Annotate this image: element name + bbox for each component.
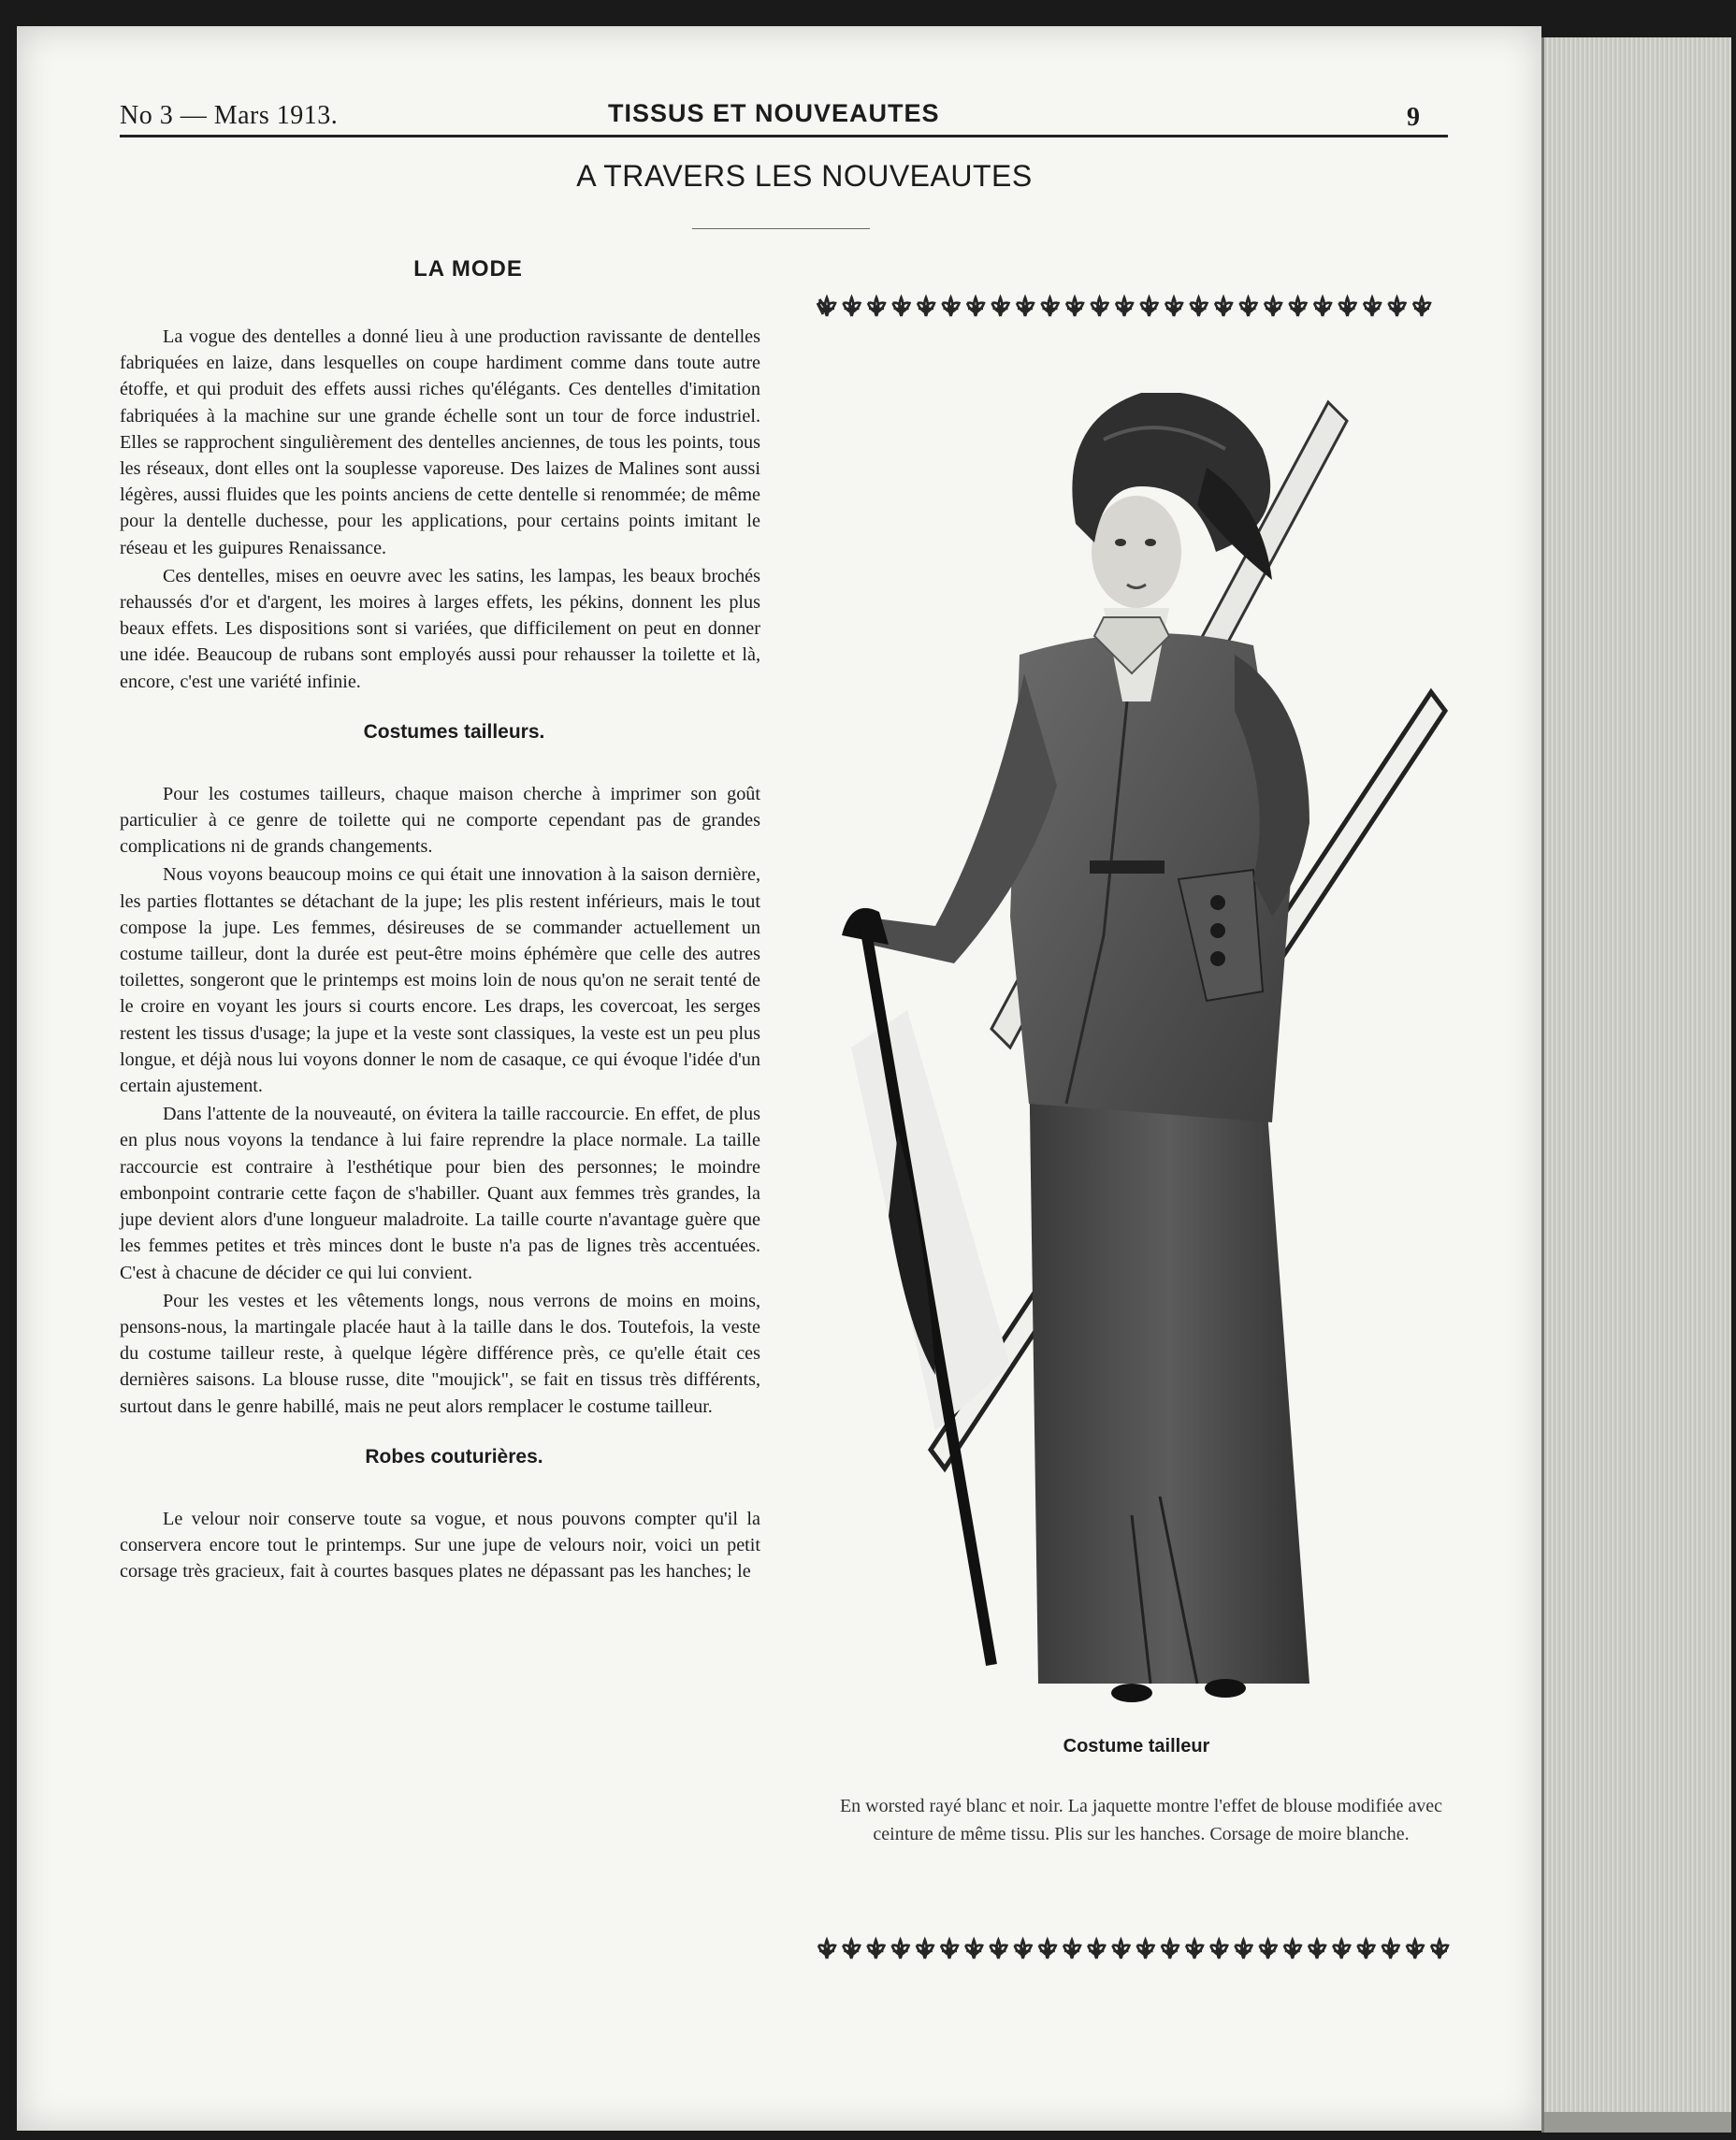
figure-caption-title: Costume tailleur (1063, 1736, 1210, 1757)
paragraph: La vogue des dentelles a donné lieu à une production ravissante de dentelles fabriquées en laize, dans lesquelles on coupe hardiment comme dans toute autre étoffe, et qui produit des effets aussi riches qu'élégants. Ces dentelles d'imitation fabriquées à la machine sur une grande échelle sont un tour de force industriel. Elles se rapprochent singulièrement des dentelles anciennes, de tous les points, tous les réseaux, dont elles ont la souplesse vaporeuse. Des laizes de Malines sont aussi légères, aussi fluides que les points anciens de cette dentelle si renommée; de même pour la dentelle duchesse, pour les applications, pour certains points imitant le réseau et les guipures Renaissance. (120, 326, 760, 558)
paragraph: Pour les vestes et les vêtements longs, nous verrons de moins en moins, pensons-nous, la martingale placée haut à la taille dans le dos. Toutefois, la veste du costume tailleur reste, à quelque légère différence près, ce qu'elle était ces dernières saisons. La blouse russe, dite "moujick", se fait en tissus très différents, surtout dans le genre habillé, mais ne peut alors remplacer le costume tailleur. (120, 1290, 760, 1417)
subsection-heading: Costumes tailleurs. (363, 720, 545, 743)
fleur-de-lis-border-icon (814, 1932, 1459, 1966)
running-head (103, 99, 1448, 133)
title-rule (692, 228, 870, 229)
page-number: 9 (1407, 103, 1420, 132)
book-page-edges (1541, 37, 1731, 2133)
paragraph: Pour les costumes tailleurs, chaque maison cherche à imprimer son goût particulier à ce genre de toilette qui ne comporte cependant pas de grandes complications ni de grands changements. (120, 783, 760, 858)
article-heading: LA MODE (413, 256, 523, 282)
paragraph: Le velour noir conserve toute sa vogue, et nous pouvons compter qu'il la conservera encore tout le printemps. Sur une jupe de velours noir, voici un petit corsage très gracieux, fait à courtes basques plates ne dépassant pas les hanches; le (120, 1508, 760, 1583)
article-column (120, 253, 760, 1584)
paragraph: Nous voyons beaucoup moins ce qui était une innovation à la saison dernière, les parties flottantes se détachant de la jupe; les plis restent inférieurs, mais le tout compose la jupe. Les femmes, désireuses de se commander actuellement un costume tailleur, dont la durée est peut-être moins éphémère que celle des autres toilettes, songeront que le printemps est moins loin de nous qu'on ne serait tenté de le croire en voyant les jours si courts encore. Les draps, les covercoat, les serges restent les tissus d'usage; la jupe et la veste sont classiques, la veste est un peu plus longue, et déjà nous lui voyons donner le nom de casaque, ce qui évoque l'idée d'un certain ajustement. (120, 864, 760, 1097)
paragraph: Dans l'attente de la nouveauté, on évitera la taille raccourcie. En effet, de plus en plus nous voyons la tendance à lui faire reprendre la place normale. La taille raccourcie est contraire à l'esthétique pour bien des personnes; le moindre embonpoint contrarie cette façon de s'habiller. Quant aux femmes très grandes, la jupe devient alors d'une longueur maladroite. La taille courte n'avantage guère que les femmes petites et très minces dont le buste n'a pas de lignes très accentuées. C'est à chacune de décider ce qui lui convient. (120, 1104, 760, 1283)
woman-in-tailored-suit-photograph (823, 393, 1459, 1730)
publication-title: TISSUS ET NOUVEAUTES (608, 99, 940, 127)
fleur-de-lis-border-icon (814, 290, 1440, 324)
figure-caption-text: En worsted rayé blanc et noir. La jaquette montre l'effet de blouse modifiée avec ceinture de même tissu. Plis sur les hanches. Corsage de moire blanche. (839, 1796, 1443, 1844)
section-title: A TRAVERS LES NOUVEAUTES (576, 159, 1033, 193)
issue-date: No 3 — Mars 1913. (120, 101, 339, 130)
subsection-heading: Robes couturières. (365, 1445, 543, 1468)
header-rule (120, 135, 1448, 137)
paragraph: Ces dentelles, mises en oeuvre avec les satins, les lampas, les beaux brochés rehaussés d'or et d'argent, les moires à larges effets, les pékins, donnent les plus beaux effets. Les dispositions sont si variées, que difficilement on peut en donner une idée. Beaucoup de rubans sont employés aussi pour rehausser la toilette et là, encore, c'est une variété infinie. (120, 565, 760, 692)
